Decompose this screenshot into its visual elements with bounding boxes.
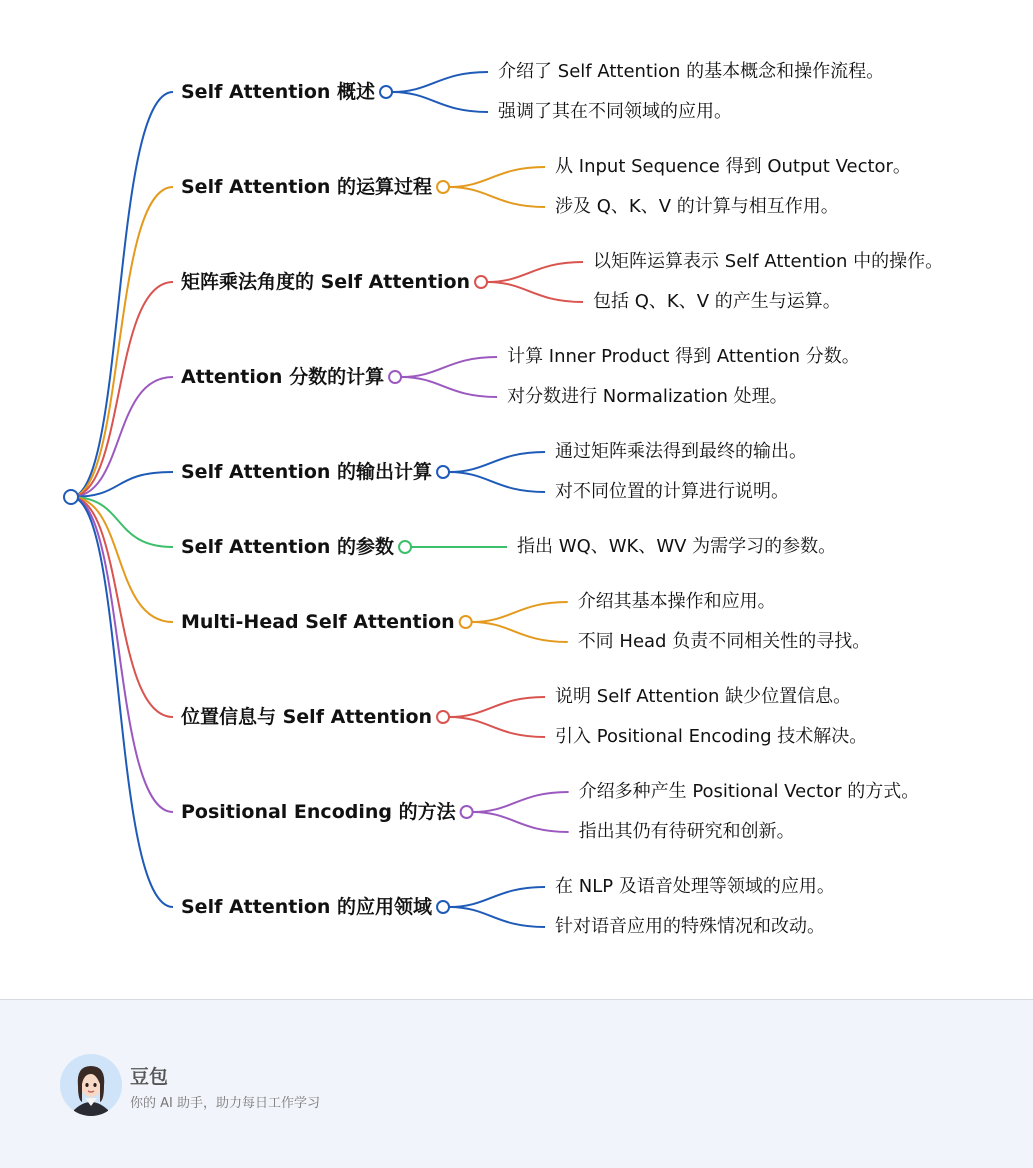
leaf-connector xyxy=(401,357,497,377)
leaf-connector xyxy=(449,167,545,187)
branch-connector xyxy=(71,497,173,717)
leaf-connector xyxy=(472,602,568,622)
brand-tagline: 你的 AI 助手，助力每日工作学习 xyxy=(130,1096,320,1111)
leaf-text: 对不同位置的计算进行说明。 xyxy=(555,481,790,502)
leaf-text: 包括 Q、K、V 的产生与运算。 xyxy=(593,291,841,312)
branch-title: 位置信息与 Self Attention xyxy=(181,706,433,728)
branch-node xyxy=(437,181,449,193)
leaf-text: 计算 Inner Product 得到 Attention 分数。 xyxy=(507,346,860,367)
leaf-text: 对分数进行 Normalization 处理。 xyxy=(507,386,788,407)
leaf-connector xyxy=(449,452,545,472)
footer xyxy=(0,999,1033,1168)
branch-node xyxy=(475,276,487,288)
branch-title: Positional Encoding 的方法 xyxy=(181,801,456,823)
leaf-connector xyxy=(449,697,545,717)
leaf-connector xyxy=(392,72,488,92)
branch-node xyxy=(460,616,472,628)
branch-connector xyxy=(71,497,173,812)
leaf-connector xyxy=(487,282,583,302)
branch-title: Self Attention 的运算过程 xyxy=(181,176,433,198)
root-node xyxy=(64,490,78,504)
branch-title: Self Attention 概述 xyxy=(181,81,376,103)
branch-node xyxy=(380,86,392,98)
branch-connector xyxy=(71,497,173,907)
branch-node xyxy=(437,711,449,723)
leaf-text: 针对语音应用的特殊情况和改动。 xyxy=(555,916,826,937)
avatar xyxy=(60,1054,122,1116)
branch-connector xyxy=(71,497,173,622)
leaf-connector xyxy=(473,812,569,832)
branch-node xyxy=(389,371,401,383)
branch-node xyxy=(437,466,449,478)
leaf-text: 介绍多种产生 Positional Vector 的方式。 xyxy=(578,781,920,802)
branch-title: Multi-Head Self Attention xyxy=(181,611,455,633)
branch-connector xyxy=(71,187,173,497)
leaf-text: 指出其仍有待研究和创新。 xyxy=(578,821,795,842)
leaf-connector xyxy=(472,622,568,642)
branch-node xyxy=(461,806,473,818)
leaf-connector xyxy=(449,187,545,207)
branch-title: Self Attention 的参数 xyxy=(181,536,395,558)
branch-node xyxy=(437,901,449,913)
branch-title: Self Attention 的应用领域 xyxy=(181,896,433,918)
branch-title: 矩阵乘法角度的 Self Attention xyxy=(181,271,471,293)
leaf-connector xyxy=(401,377,497,397)
leaf-connector xyxy=(449,907,545,927)
leaf-text: 说明 Self Attention 缺少位置信息。 xyxy=(555,686,852,707)
leaf-text: 以矩阵运算表示 Self Attention 中的操作。 xyxy=(593,251,944,272)
leaf-text: 通过矩阵乘法得到最终的输出。 xyxy=(555,441,808,462)
leaf-text: 引入 Positional Encoding 技术解决。 xyxy=(555,726,868,747)
brand-name: 豆包 xyxy=(130,1066,169,1088)
leaf-connector xyxy=(449,717,545,737)
branch-connector xyxy=(71,282,173,497)
leaf-text: 介绍了 Self Attention 的基本概念和操作流程。 xyxy=(498,61,885,82)
leaf-text: 介绍其基本操作和应用。 xyxy=(577,591,776,612)
leaf-connector xyxy=(392,92,488,112)
leaf-text: 在 NLP 及语音处理等领域的应用。 xyxy=(555,876,835,897)
leaf-connector xyxy=(449,472,545,492)
branch-connector xyxy=(71,92,173,497)
leaf-text: 不同 Head 负责不同相关性的寻找。 xyxy=(577,631,871,652)
leaf-connector xyxy=(449,887,545,907)
leaf-text: 强调了其在不同领域的应用。 xyxy=(498,101,733,122)
leaf-connector xyxy=(487,262,583,282)
branch-title: Self Attention 的输出计算 xyxy=(181,461,433,483)
leaf-connector xyxy=(473,792,569,812)
branch-connector xyxy=(71,377,173,497)
leaf-text: 指出 WQ、WK、WV 为需学习的参数。 xyxy=(517,536,837,557)
branch-title: Attention 分数的计算 xyxy=(181,366,385,388)
leaf-text: 从 Input Sequence 得到 Output Vector。 xyxy=(555,156,911,177)
leaf-text: 涉及 Q、K、V 的计算与相互作用。 xyxy=(555,196,839,217)
branch-node xyxy=(399,541,411,553)
